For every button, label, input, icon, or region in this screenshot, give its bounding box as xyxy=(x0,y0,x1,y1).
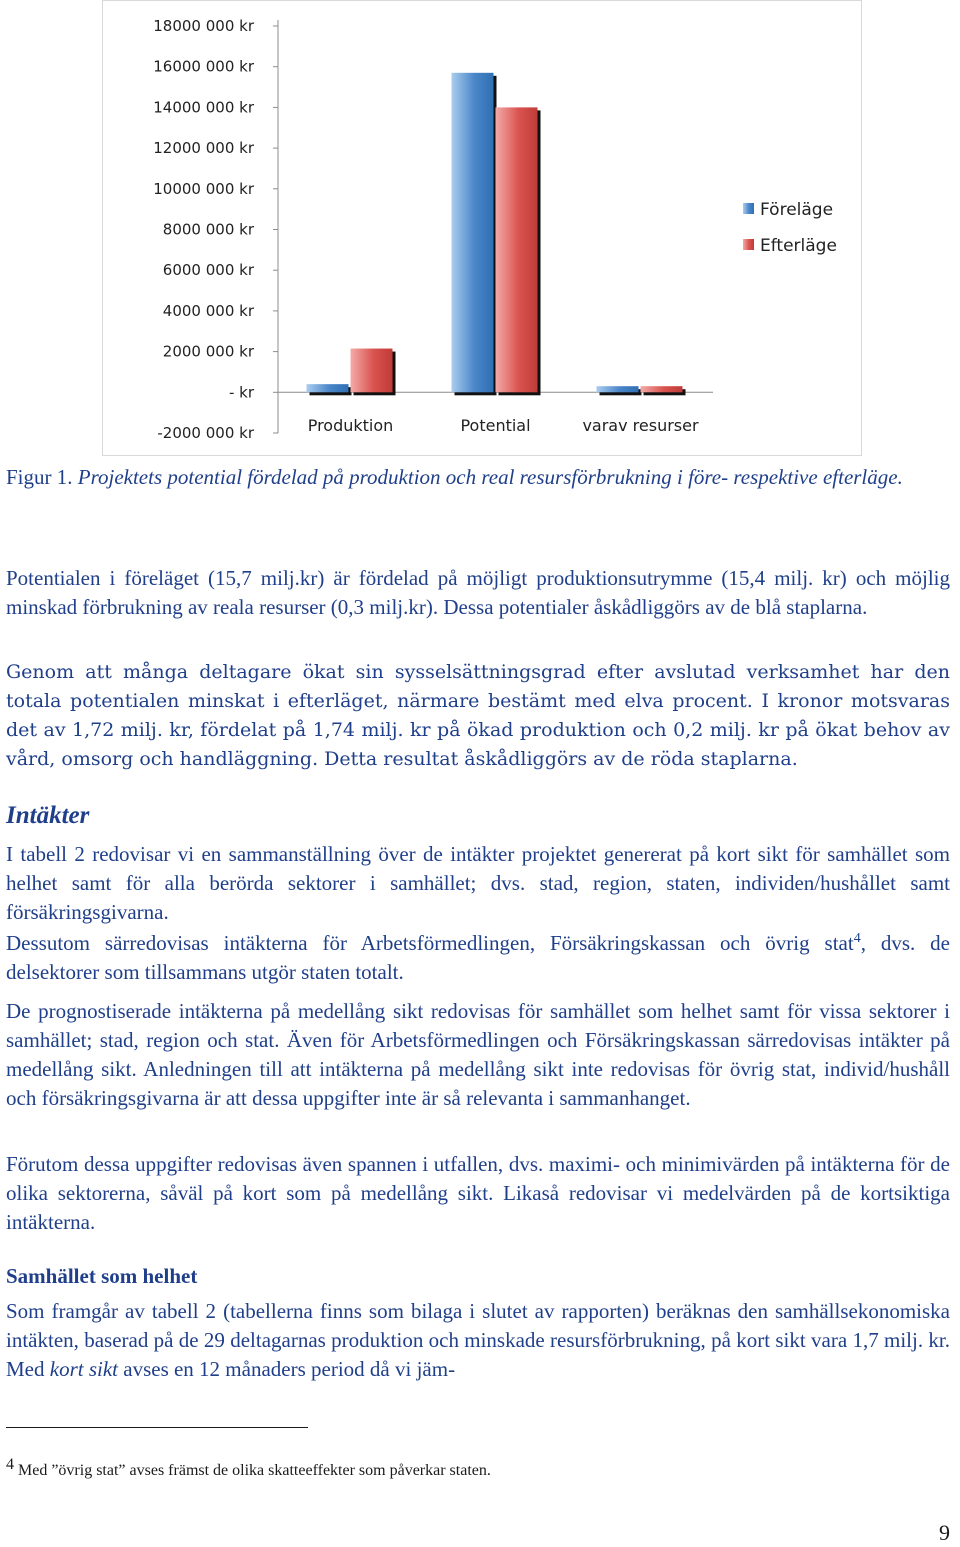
footnote-ref[interactable]: 4 xyxy=(853,931,861,946)
y-tick-label: -2000 000 kr xyxy=(157,424,254,442)
paragraph-samhallet xyxy=(6,1297,950,1384)
paragraph-sarredovisas xyxy=(6,929,950,987)
legend-swatch-föreläge xyxy=(743,203,754,214)
legend-swatch-efterläge xyxy=(743,239,754,250)
paragraph-potential xyxy=(6,564,950,622)
bar-efterläge xyxy=(351,349,393,393)
paragraph-tabell-2: I tabell 2 redovisar vi en sammanställning över de intäkter projektet genererat på kort sikt för samhället som helhet samt för alla berörda sektorer i samhället; dvs. stad, region, staten, individen/hushållet samt försäkringsgivarna. xyxy=(6,842,950,924)
legend-label-föreläge: Föreläge xyxy=(760,200,834,220)
page-number: 9 xyxy=(939,1520,950,1545)
x-category-label: Produktion xyxy=(307,416,394,435)
y-tick-label: - kr xyxy=(228,383,254,402)
y-tick-label: 18000 000 kr xyxy=(153,17,254,35)
legend-label-efterläge: Efterläge xyxy=(760,236,837,256)
paragraph-prognostiserade: De prognostiserade intäkterna på medellång sikt redovisas för samhället som helhet samt för vissa sektorer i samhället; stad, region och stat. Även för Arbetsförmedlingen och Försäkringskassan särredovisas intäkter på medellång sikt. Anledningen till att intäkterna på medellång sikt inte redovisas för övrig stat, individ/hushåll och försäkringsgivarna är att dessa uppgifter inte är så relevanta i sammanhanget. xyxy=(6,999,950,1110)
bar-föreläge xyxy=(597,386,639,392)
p2-part-a: Genom att många deltagare ökat sin sysselsättningsgrad efter avslutad verksamhet har den totala potentialen minskat i efterläget, närmare bestämt med elva procent. xyxy=(6,661,950,712)
footnote xyxy=(6,1454,491,1482)
x-category-label: varav resurser xyxy=(582,416,699,435)
footnote-text: Med ”övrig stat” avses främst de olika skatteeffekter som påverkar staten. xyxy=(14,1462,491,1479)
t5-emphasis: kort sikt xyxy=(49,1357,118,1381)
y-tick-label: 16000 000 kr xyxy=(153,57,254,76)
paragraph-efterlage xyxy=(6,658,950,774)
p1-part-a: Potentialen i föreläget (15,7 milj. xyxy=(6,566,300,590)
y-tick-label: 4000 000 kr xyxy=(162,301,254,320)
x-category-label: Potential xyxy=(460,416,531,435)
bar-chart xyxy=(102,0,862,456)
t2-part-b: , dvs. de delsektorer som tillsammans utgör staten totalt. xyxy=(6,931,950,984)
y-tick-label: 2000 000 kr xyxy=(162,342,254,361)
p1-part-b: kr) är fördelad på möjligt produktionsutrymme (15,4 milj. kr) och möjlig minskad förbrukning av reala resurser (0,3 milj.kr). xyxy=(6,566,951,619)
caption-text: Projektets potential fördelad på produktion och real resursförbrukning i före- respektive efterläge. xyxy=(77,465,903,489)
figure-caption xyxy=(6,463,950,491)
t5-part-a: Som framgår av tabell 2 (tabellerna finns som bilaga i slutet av rapporten) beräknas den samhällsekonomiska intäkten, baserad på de 29 deltagarnas produktion och minskade resursförbrukning, på kort sikt vara 1,7 milj. kr. Med xyxy=(6,1299,950,1381)
y-tick-label: 6000 000 kr xyxy=(162,261,254,280)
p1-part-c: Dessa potentialer åskådliggörs av de blå staplarna. xyxy=(443,595,868,619)
bar-efterläge xyxy=(496,107,538,392)
footnote-divider xyxy=(6,1427,308,1428)
y-tick-label: 14000 000 kr xyxy=(153,98,254,117)
y-tick-label: 8000 000 kr xyxy=(162,220,254,239)
bar-efterläge xyxy=(641,386,683,392)
bar-föreläge xyxy=(452,73,494,392)
y-tick-label: 10000 000 kr xyxy=(153,179,254,198)
y-tick-label: 12000 000 kr xyxy=(153,139,254,158)
footnote-number: 4 xyxy=(6,1456,14,1473)
bar-föreläge xyxy=(307,384,349,392)
heading-intakter: Intäkter xyxy=(6,802,90,829)
p2-part-b: I kronor motsvaras det av 1,72 milj. kr, fördelat på 1,74 milj. kr på ökad produktion och 0,2 milj. kr på ökat behov av vård, omsorg och handläggning. Detta resultat åskådliggörs av de röda staplarna. xyxy=(6,690,950,770)
caption-label: Figur 1. xyxy=(6,465,78,489)
chart-svg xyxy=(103,1,861,455)
t2-part-a: Dessutom särredovisas intäkterna för Arbetsförmedlingen, Försäkringskassan och övrig stat xyxy=(6,931,854,955)
heading-samhallet: Samhället som helhet xyxy=(6,1264,198,1288)
t5-part-b: avses en 12 månaders period då vi jäm- xyxy=(118,1357,456,1381)
paragraph-spannen: Förutom dessa uppgifter redovisas även spannen i utfallen, dvs. maximi- och minimivärden på intäkterna för de olika sektorerna, såväl på kort som på medellång sikt. Likaså redovisar vi medelvärden på de kortsiktiga intäkterna. xyxy=(6,1152,950,1234)
